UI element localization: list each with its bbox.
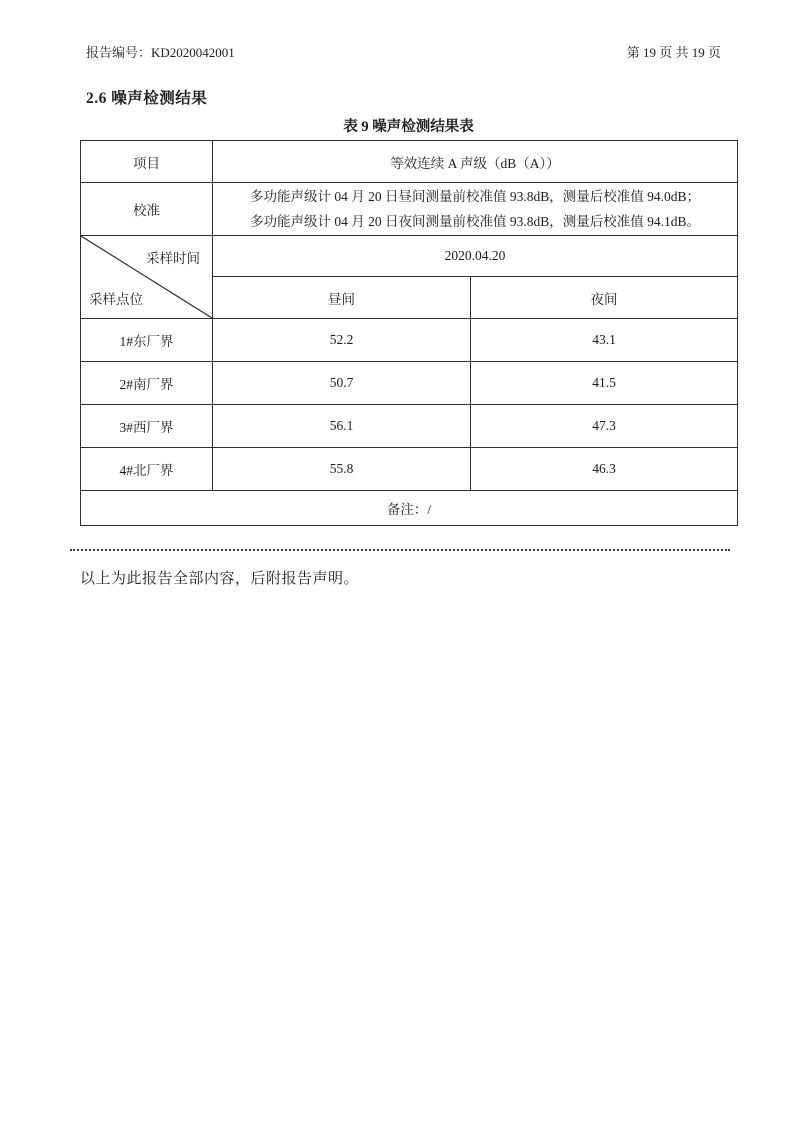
table-row-item (81, 141, 738, 183)
sampling-point-label: 采样点位 (89, 292, 143, 307)
table-row (81, 405, 738, 448)
night-value-cell: 43.1 (471, 319, 738, 362)
calibration-line-night: 多功能声级计 04 月 20 日夜间测量前校准值 93.8dB，测量后校准值 94.1dB。 (250, 214, 701, 229)
sampling-diagonal-cell (81, 236, 213, 319)
table-row-sampling-date (81, 236, 738, 277)
night-value-cell: 47.3 (471, 405, 738, 448)
table-row (81, 319, 738, 362)
point-cell: 4#北厂界 (81, 448, 213, 491)
page-number: 第 19 页 共 19 页 (626, 45, 721, 60)
dotted-separator (70, 549, 730, 551)
point-cell: 3#西厂界 (81, 405, 213, 448)
table-row-calibration (81, 183, 738, 236)
day-value-cell: 52.2 (213, 319, 471, 362)
remark-cell: 备注：/ (81, 491, 738, 526)
sampling-time-label: 采样时间 (146, 251, 200, 266)
item-value-cell: 等效连续 A 声级（dB（A）） (213, 141, 738, 183)
noise-result-table (80, 140, 738, 526)
point-cell: 2#南厂界 (81, 362, 213, 405)
closing-text: 以上为此报告全部内容，后附报告声明。 (80, 571, 360, 587)
night-value-cell: 46.3 (471, 448, 738, 491)
day-value-cell: 55.8 (213, 448, 471, 491)
report-number (86, 42, 235, 61)
day-value-cell: 50.7 (213, 362, 471, 405)
day-value-cell: 56.1 (213, 405, 471, 448)
report-number-label: 报告编号： (86, 45, 152, 60)
table-row-remark (81, 491, 738, 526)
section-heading: 2.6 噪声检测结果 (86, 90, 208, 107)
night-value-cell: 41.5 (471, 362, 738, 405)
table-title: 表 9 噪声检测结果表 (343, 119, 474, 135)
calibration-value-cell (213, 183, 738, 236)
sampling-date-cell: 2020.04.20 (213, 236, 738, 277)
report-number-value: KD2020042001 (151, 45, 235, 60)
item-label-cell: 项目 (81, 141, 213, 183)
day-header-cell: 昼间 (213, 277, 471, 319)
table-row (81, 362, 738, 405)
point-cell: 1#东厂界 (81, 319, 213, 362)
page-header (86, 42, 721, 61)
calibration-line-day: 多功能声级计 04 月 20 日昼间测量前校准值 93.8dB，测量后校准值 94.0dB； (250, 189, 701, 204)
table-row (81, 448, 738, 491)
night-header-cell: 夜间 (471, 277, 738, 319)
calibration-label-cell: 校准 (81, 183, 213, 236)
